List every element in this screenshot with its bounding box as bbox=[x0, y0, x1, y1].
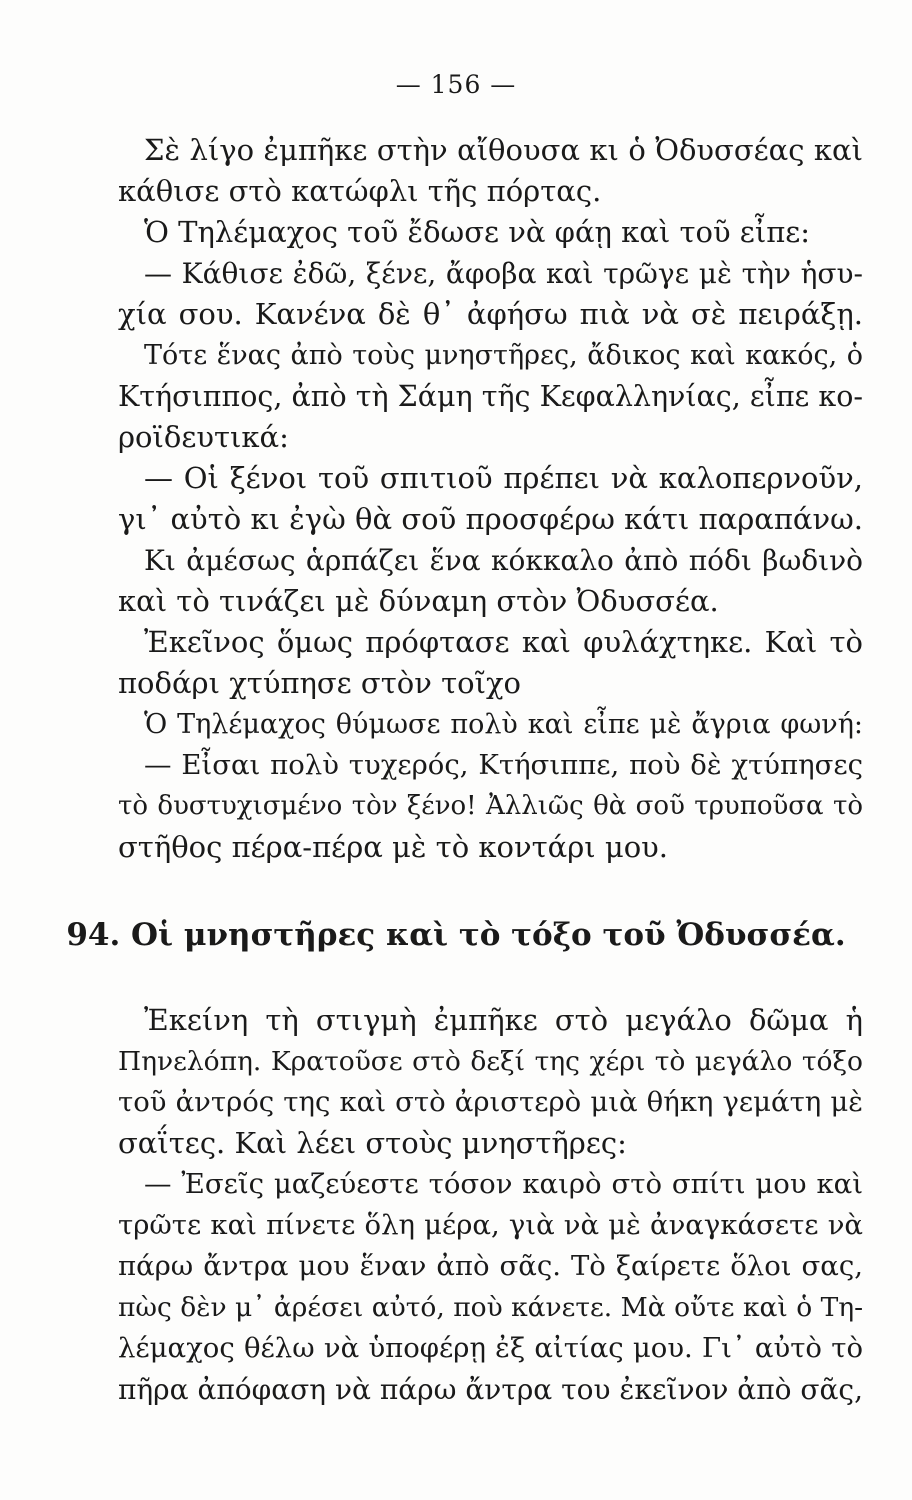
text-line: Ὁ Τηλέμαχος θύμωσε πολὺ καὶ εἶπε μὲ ἄγρια φωνή: bbox=[144, 709, 863, 740]
text-line: κάθισε στὸ κατώφλι τῆς πόρτας. bbox=[118, 174, 602, 208]
text-line: — Εἶσαι πολὺ τυχερός, Κτήσιππε, ποὺ δὲ χτύπησες bbox=[144, 749, 863, 781]
text-line: Πηνελόπη. Κρατοῦσε στὸ δεξί της χέρι τὸ μεγάλο τόξο bbox=[118, 1046, 863, 1077]
text-line: — Ἐσεῖς μαζεύεστε τόσον καιρὸ στὸ σπίτι μου καὶ bbox=[144, 1168, 863, 1200]
text-line: τοῦ ἀντρός της καὶ στὸ ἀριστερὸ μιὰ θήκη γεμάτη μὲ bbox=[118, 1086, 863, 1118]
text-line: στῆθος πέρα-πέρα μὲ τὸ κοντάρι μου. bbox=[118, 830, 669, 864]
text-line: Κι ἀμέσως ἁρπάζει ἕνα κόκκαλο ἀπὸ πόδι βωδινὸ bbox=[144, 544, 863, 577]
text-line: γι᾽ αὐτὸ κι ἐγὼ θὰ σοῦ προσφέρω κάτι παραπάνω. bbox=[118, 502, 863, 536]
text-line: Κτήσιππος, ἀπὸ τὴ Σάμη τῆς Κεφαλληνίας, εἶπε κο- bbox=[118, 380, 863, 413]
text-block-before-heading bbox=[118, 130, 863, 868]
text-line: τρῶτε καὶ πίνετε ὅλη μέρα, γιὰ νὰ μὲ ἀναγκάσετε νὰ bbox=[118, 1209, 863, 1241]
text-line: λέμαχος θέλω νὰ ὑποφέρῃ ἐξ αἰτίας μου. Γι᾽ αὐτὸ τὸ bbox=[118, 1332, 863, 1364]
text-line: πάρω ἄντρα μου ἕναν ἀπὸ σᾶς. Τὸ ξαίρετε ὅλοι σας, bbox=[118, 1250, 863, 1282]
text-line: — Κάθισε ἐδῶ, ξένε, ἄφοβα καὶ τρῶγε μὲ τὴν ἡσυ- bbox=[144, 257, 863, 290]
text-line: καὶ τὸ τινάζει μὲ δύναμη στὸν Ὀδυσσέα. bbox=[118, 584, 719, 618]
text-line: ποδάρι χτύπησε στὸν τοῖχο bbox=[118, 666, 521, 700]
page-number: — 156 — bbox=[395, 70, 517, 99]
text-line: Τότε ἕνας ἀπὸ τοὺς μνηστῆρες, ἄδικος καὶ κακός, ὁ bbox=[144, 340, 863, 371]
text-line: τὸ δυστυχισμένο τὸν ξένο! Ἀλλιῶς θὰ σοῦ τρυποῦσα τὸ bbox=[118, 791, 863, 821]
text-line: Ἐκείνη τὴ στιγμὴ ἐμπῆκε στὸ μεγάλο δῶμα ἡ bbox=[144, 1003, 863, 1037]
text-line: Ὁ Τηλέμαχος τοῦ ἔδωσε νὰ φάῃ καὶ τοῦ εἶπε: bbox=[144, 215, 811, 249]
section-heading: 94. Οἱ μνηστῆρες καὶ τὸ τόξο τοῦ Ὀδυσσέα. bbox=[66, 917, 846, 953]
text-line: χία σου. Κανένα δὲ θ᾽ ἀφήσω πιὰ νὰ σὲ πειράξῃ. bbox=[118, 297, 863, 331]
text-line: ροϊδευτικά: bbox=[118, 420, 289, 454]
text-block-after-heading bbox=[118, 1000, 863, 1410]
text-line: πῆρα ἀπόφαση νὰ πάρω ἄντρα του ἐκεῖνον ἀπὸ σᾶς, bbox=[118, 1373, 863, 1406]
text-line: Ἐκεῖνος ὅμως πρόφτασε καὶ φυλάχτηκε. Καὶ τὸ bbox=[144, 625, 863, 659]
text-line: — Οἱ ξένοι τοῦ σπιτιοῦ πρέπει νὰ καλοπερνοῦν, bbox=[144, 461, 863, 495]
text-line: Σὲ λίγο ἐμπῆκε στὴν αἴθουσα κι ὁ Ὀδυσσέας καὶ bbox=[144, 133, 863, 167]
text-line: σαΐτες. Καὶ λέει στοὺς μνηστῆρες: bbox=[118, 1126, 627, 1160]
text-line: πὼς δὲν μ᾽ ἀρέσει αὐτό, ποὺ κάνετε. Μὰ οὔτε καὶ ὁ Τη- bbox=[118, 1292, 863, 1323]
